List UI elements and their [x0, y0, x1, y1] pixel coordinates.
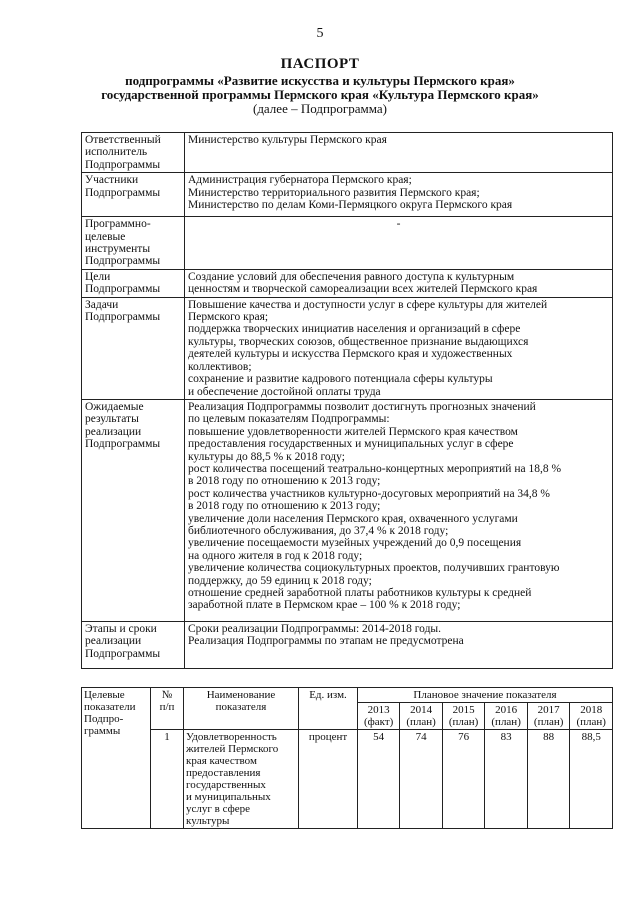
year-2015-header: 2015 (план)	[442, 703, 485, 730]
year-2014-header: 2014 (план)	[400, 703, 443, 730]
document-subtitle	[30, 74, 610, 116]
passport-table	[81, 132, 613, 669]
subtitle-line-1: подпрограммы «Развитие искусства и культуры Пермского края»	[125, 73, 515, 88]
indicator-value-2014: 74	[400, 730, 443, 829]
passport-label: Ожидаемые результаты реализации Подпрограммы	[82, 399, 185, 621]
indicators-header-unit: Ед. изм.	[299, 688, 358, 730]
year-2013-header: 2013 (факт)	[358, 703, 400, 730]
subtitle-line-2: государственной программы Пермского края «Культура Пермского края»	[101, 87, 539, 102]
passport-label: Цели Подпрограммы	[82, 269, 185, 297]
passport-row-tasks	[82, 297, 613, 399]
indicator-number: 1	[151, 730, 184, 829]
indicators-header-number: № п/п	[151, 688, 184, 730]
indicator-value-2016: 83	[485, 730, 528, 829]
indicator-value-2013: 54	[358, 730, 400, 829]
passport-row-participants	[82, 173, 613, 217]
year-2018-header: 2018 (план)	[570, 703, 613, 730]
year-2016-header: 2016 (план)	[485, 703, 528, 730]
document-title: ПАСПОРТ	[280, 56, 360, 72]
page-number: 5	[316, 26, 324, 41]
passport-label: Этапы и сроки реализации Подпрограммы	[82, 621, 185, 668]
indicators-header-planned: Плановое значение показателя	[358, 688, 613, 703]
indicators-header-row	[82, 688, 613, 703]
indicator-name: Удовлетворенность жителей Пермского края качеством предоставления государственных и муниципальных услуг в сфере культуры	[184, 730, 299, 829]
indicator-unit: процент	[299, 730, 358, 829]
passport-row-responsible	[82, 133, 613, 173]
passport-row-goals	[82, 269, 613, 297]
passport-label: Программно- целевые инструменты Подпрограммы	[82, 217, 185, 270]
passport-value: Реализация Подпрограммы позволит достигнуть прогнозных значений по целевым показателям Подпрограммы: повышение удовлетворенности жителей Пермского края качеством предоставления государственных и муниципальных услуг в сфере культуры до 88,5 % к 2018 году; рост количества посещений театрально-концертных мероприятий на 18,8 % в 2018 году по отношению к 2013 году; рост количества участников культурно-досуговых мероприятий на 34,8 % в 2018 году по отношению к 2013 году; увеличение доли населения Пермского края, охваченного услугами библиотечного обслуживания, до 37,4 % к 2018 году; увеличение посещаемости музейных учреждений до 0,9 посещения на одного жителя в год к 2018 году; увеличение количества социокультурных проектов, получивших грантовую поддержку, до 59 единиц к 2018 году; отношение средней заработной платы работников культуры к средней заработной плате в Пермском крае – 100 % к 2018 году;	[185, 399, 613, 621]
indicator-value-2018: 88,5	[570, 730, 613, 829]
passport-value: Министерство культуры Пермского края	[185, 133, 613, 173]
year-2017-header: 2017 (план)	[527, 703, 570, 730]
table-row	[82, 730, 613, 829]
passport-value: -	[185, 217, 613, 270]
passport-value: Администрация губернатора Пермского края; Министерство территориального развития Пермского края; Министерство по делам Коми-Пермяцкого округа Пермского края	[185, 173, 613, 217]
indicators-header-targets: Целевые показатели Подпро- граммы	[82, 688, 151, 829]
passport-value: Создание условий для обеспечения равного доступа к культурным ценностям и творческой самореализации всех жителей Пермского края	[185, 269, 613, 297]
indicator-value-2017: 88	[527, 730, 570, 829]
passport-label: Задачи Подпрограммы	[82, 297, 185, 399]
indicator-value-2015: 76	[442, 730, 485, 829]
passport-row-results	[82, 399, 613, 621]
indicators-table	[81, 687, 613, 829]
indicators-header-name: Наименование показателя	[184, 688, 299, 730]
passport-value: Повышение качества и доступности услуг в сфере культуры для жителей Пермского края; поддержка творческих инициатив населения и организаций в сфере культуры, творческих союзов, общественное признание выдающихся деятелей культуры и искусства Пермского края и художественных коллективов; сохранение и развитие кадрового потенциала сферы культуры и обеспечение достойной оплаты труда	[185, 297, 613, 399]
subtitle-line-3: (далее – Подпрограмма)	[252, 101, 387, 116]
passport-row-stages	[82, 621, 613, 668]
passport-row-instruments	[82, 217, 613, 270]
passport-label: Участники Подпрограммы	[82, 173, 185, 217]
passport-value: Сроки реализации Подпрограммы: 2014-2018 годы. Реализация Подпрограммы по этапам не предусмотрена	[185, 621, 613, 668]
passport-label: Ответственный исполнитель Подпрограммы	[82, 133, 185, 173]
